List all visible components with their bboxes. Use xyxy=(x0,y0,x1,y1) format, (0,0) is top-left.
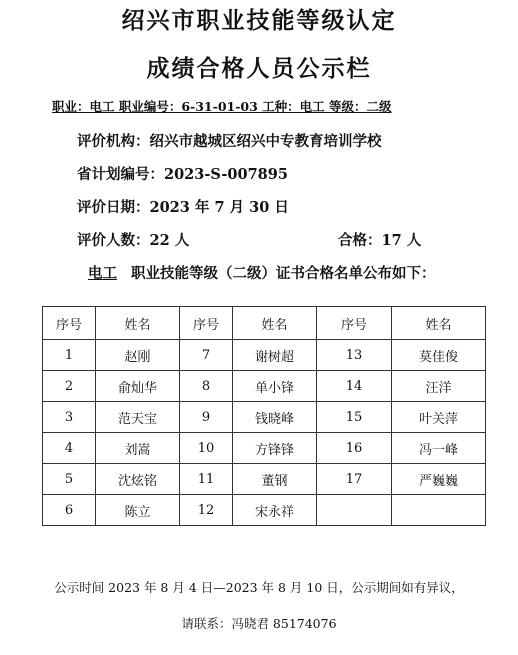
name-cell: 汪洋 xyxy=(392,371,486,402)
passed-list-table xyxy=(42,306,486,526)
header-cell: 序号 xyxy=(317,307,392,340)
serial-cell: 4 xyxy=(43,433,96,464)
title-line-1: 绍兴市职业技能等级认定 xyxy=(121,7,397,34)
table-row xyxy=(43,402,486,433)
list-heading xyxy=(74,262,436,283)
serial-cell: 16 xyxy=(317,433,392,464)
name-cell: 钱晓峰 xyxy=(233,402,317,433)
name-cell: 赵刚 xyxy=(96,340,180,371)
serial-cell: 3 xyxy=(43,402,96,433)
header-cell: 姓名 xyxy=(96,307,180,340)
name-cell: 莫佳俊 xyxy=(392,340,486,371)
name-cell: 冯一峰 xyxy=(392,433,486,464)
name-cell: 单小锋 xyxy=(233,371,317,402)
serial-cell: 13 xyxy=(317,340,392,371)
serial-cell: 17 xyxy=(317,464,392,495)
serial-cell: 14 xyxy=(317,371,392,402)
serial-cell: 5 xyxy=(43,464,96,495)
list-heading-occupation: 电工 xyxy=(88,265,117,282)
header-cell: 序号 xyxy=(180,307,233,340)
name-cell: 谢树超 xyxy=(233,340,317,371)
serial-cell: 10 xyxy=(180,433,233,464)
serial-cell: 6 xyxy=(43,495,96,526)
serial-cell: 11 xyxy=(180,464,233,495)
name-cell: 方锋锋 xyxy=(233,433,317,464)
title-line-2: 成绩合格人员公示栏 xyxy=(146,55,372,82)
name-cell: 范天宝 xyxy=(96,402,180,433)
header-cell: 序号 xyxy=(43,307,96,340)
table-row xyxy=(43,495,486,526)
serial-cell: 9 xyxy=(180,402,233,433)
evaluation-date: 评价日期：2023 年 7 月 30 日 xyxy=(77,199,289,216)
serial-cell: 1 xyxy=(43,340,96,371)
name-cell xyxy=(392,495,486,526)
evaluation-count: 评价人数：22 人 xyxy=(77,232,190,249)
serial-cell: 8 xyxy=(180,371,233,402)
passed-count: 合格：17 人 xyxy=(338,232,422,249)
name-cell: 叶关萍 xyxy=(392,402,486,433)
table-row xyxy=(43,433,486,464)
plan-number: 省计划编号：2023-S-007895 xyxy=(77,166,288,183)
table-row xyxy=(43,371,486,402)
serial-cell: 2 xyxy=(43,371,96,402)
header-cell: 姓名 xyxy=(233,307,317,340)
name-cell: 刘嵩 xyxy=(96,433,180,464)
occupation-line: 职业：电工 职业编号：6-31-01-03 工种：电工 等级：二级 xyxy=(52,99,392,114)
serial-cell xyxy=(317,495,392,526)
name-cell: 沈炫铭 xyxy=(96,464,180,495)
name-cell: 严巍巍 xyxy=(392,464,486,495)
header-cell: 姓名 xyxy=(392,307,486,340)
table-row xyxy=(43,340,486,371)
footer-contact: 请联系：冯晓君 85174076 xyxy=(181,616,337,631)
evaluation-org: 评价机构：绍兴市越城区绍兴中专教育培训学校 xyxy=(77,133,382,150)
serial-cell: 12 xyxy=(180,495,233,526)
table-header-row xyxy=(43,307,486,340)
name-cell: 俞灿华 xyxy=(96,371,180,402)
table-row xyxy=(43,464,486,495)
serial-cell: 15 xyxy=(317,402,392,433)
name-cell: 陈立 xyxy=(96,495,180,526)
list-heading-text: 职业技能等级（二级）证书合格名单公布如下： xyxy=(131,265,436,282)
serial-cell: 7 xyxy=(180,340,233,371)
name-cell: 董钢 xyxy=(233,464,317,495)
footer-notice: 公示时间 2023 年 8 月 4 日—2023 年 8 月 10 日，公示期间如有异议， xyxy=(54,580,464,595)
name-cell: 宋永祥 xyxy=(233,495,317,526)
